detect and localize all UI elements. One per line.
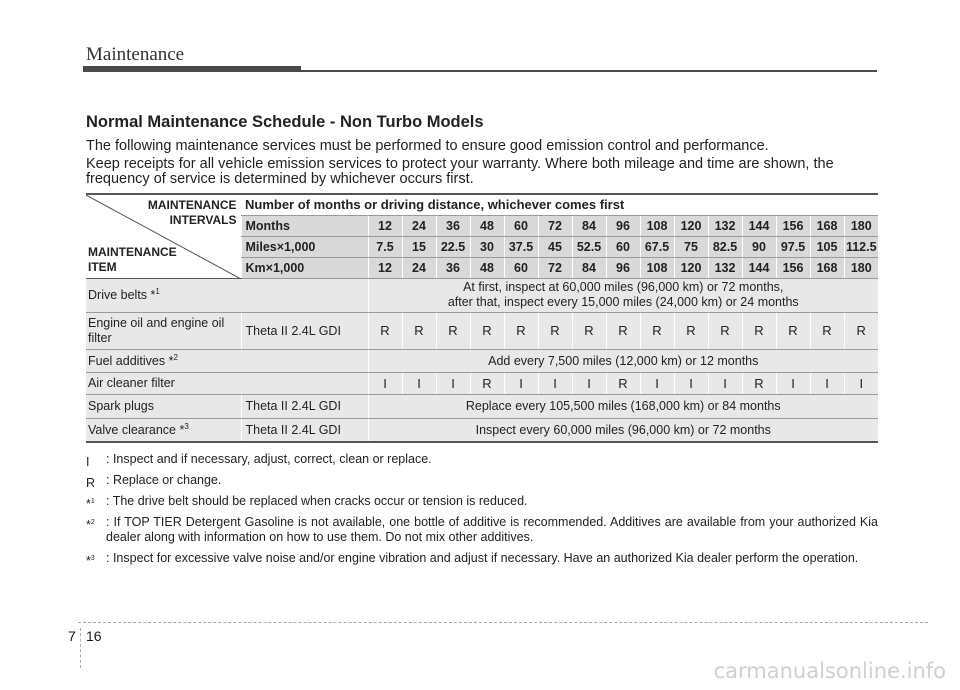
schedule-value-cell: 67.5 xyxy=(640,236,674,257)
schedule-value-cell: 52.5 xyxy=(572,236,606,257)
schedule-value-cell: 132 xyxy=(708,257,742,278)
schedule-value-cell: 96 xyxy=(606,257,640,278)
schedule-value-cell: R xyxy=(572,312,606,349)
schedule-value-cell: 12 xyxy=(368,257,402,278)
legend-notes xyxy=(86,452,878,572)
schedule-value-cell: R xyxy=(742,372,776,394)
corner-item-label xyxy=(88,245,177,275)
corner-item-line-1: MAINTENANCE xyxy=(88,244,177,259)
corner-intervals-line-1: MAINTENANCE xyxy=(147,198,237,212)
corner-intervals-label xyxy=(148,198,237,228)
table-row-fuel-additives xyxy=(86,349,878,372)
table-row-spark-plugs xyxy=(86,394,878,418)
item-name: Valve clearance *$^3$ xyxy=(86,418,241,442)
schedule-value-cell: 120 xyxy=(674,257,708,278)
schedule-value-cell: 120 xyxy=(674,215,708,236)
note-key: R xyxy=(86,476,96,491)
table-corner-cell xyxy=(86,194,241,278)
schedule-value-cell: R xyxy=(504,312,538,349)
schedule-value-cell: 84 xyxy=(572,257,606,278)
schedule-value-cell: 72 xyxy=(538,257,572,278)
item-schedule-text: Add every 7,500 miles (12,000 km) or 12 months xyxy=(368,349,878,372)
schedule-value-cell: R xyxy=(402,312,436,349)
schedule-value-cell: I xyxy=(708,372,742,394)
item-schedule-text xyxy=(368,278,878,312)
schedule-value-cell: 180 xyxy=(844,257,878,278)
schedule-value-cell: 144 xyxy=(742,215,776,236)
maintenance-schedule-table xyxy=(86,193,878,443)
engine-oil-name-line-1: Engine oil and engine oil xyxy=(88,315,225,330)
interval-label: Months xyxy=(241,215,368,236)
note-key: *$^1$ xyxy=(86,497,95,512)
note-text: : Inspect and if necessary, adjust, correct, clean or replace. xyxy=(106,452,432,466)
schedule-value-cell: 30 xyxy=(470,236,504,257)
schedule-value-cell: 112.5 xyxy=(844,236,878,257)
schedule-value-cell: 144 xyxy=(742,257,776,278)
schedule-value-cell: 7.5 xyxy=(368,236,402,257)
item-name: Air cleaner filter xyxy=(86,372,368,394)
header-title: Maintenance xyxy=(86,44,185,65)
schedule-value-cell: 12 xyxy=(368,215,402,236)
footer-vertical-divider xyxy=(80,628,81,668)
note-text: : If TOP TIER Detergent Gasoline is not available, one bottle of additive is recommended. Additives are available from your authorized Kia dealer along with information on how to use them. Do not mix other additives. xyxy=(106,515,878,544)
engine-type: Theta II 2.4L GDI xyxy=(241,394,368,418)
schedule-value-cell: R xyxy=(776,312,810,349)
schedule-value-cell: I xyxy=(844,372,878,394)
schedule-value-cell: 48 xyxy=(470,257,504,278)
page-number: 16 xyxy=(86,628,102,644)
drive-belts-line-1: At first, inspect at 60,000 miles (96,000 km) or 72 months, xyxy=(463,280,784,294)
schedule-value-cell: I xyxy=(368,372,402,394)
schedule-value-cell: 48 xyxy=(470,215,504,236)
schedule-value-cell: 60 xyxy=(504,215,538,236)
schedule-value-cell: 168 xyxy=(810,257,844,278)
item-schedule-text: Inspect every 60,000 miles (96,000 km) or 72 months xyxy=(368,418,878,442)
chapter-number: 7 xyxy=(68,628,76,644)
schedule-value-cell: 132 xyxy=(708,215,742,236)
schedule-value-cell: 37.5 xyxy=(504,236,538,257)
schedule-value-cell: R xyxy=(470,312,504,349)
note-item xyxy=(86,494,878,512)
schedule-value-cell: 15 xyxy=(402,236,436,257)
table-row-drive-belts xyxy=(86,278,878,312)
schedule-value-cell: 96 xyxy=(606,215,640,236)
schedule-value-cell: R xyxy=(674,312,708,349)
schedule-value-cell: 97.5 xyxy=(776,236,810,257)
schedule-value-cell: I xyxy=(810,372,844,394)
schedule-value-cell: 72 xyxy=(538,215,572,236)
schedule-value-cell: 108 xyxy=(640,215,674,236)
header-rule xyxy=(301,70,877,72)
interval-label: Km×1,000 xyxy=(241,257,368,278)
schedule-value-cell: R xyxy=(436,312,470,349)
schedule-value-cell: I xyxy=(674,372,708,394)
note-key: *$^3$ xyxy=(86,554,95,569)
item-schedule-text: Replace every 105,500 miles (168,000 km) or 84 months xyxy=(368,394,878,418)
schedule-value-cell: I xyxy=(572,372,606,394)
footer-divider xyxy=(78,622,928,623)
engine-type: Theta II 2.4L GDI xyxy=(241,418,368,442)
schedule-value-cell: 24 xyxy=(402,215,436,236)
item-name xyxy=(86,312,241,349)
schedule-value-cell: I xyxy=(402,372,436,394)
schedule-value-cell: 24 xyxy=(402,257,436,278)
engine-type: Theta II 2.4L GDI xyxy=(241,312,368,349)
schedule-value-cell: R xyxy=(606,312,640,349)
watermark: carmanualsonline.info xyxy=(713,659,946,683)
note-item xyxy=(86,551,878,569)
schedule-value-cell: 105 xyxy=(810,236,844,257)
note-text: : The drive belt should be replaced when cracks occur or tension is reduced. xyxy=(106,494,528,508)
drive-belts-line-2: after that, inspect every 15,000 miles (24,000 km) or 24 months xyxy=(447,295,799,309)
schedule-value-cell: I xyxy=(538,372,572,394)
note-key: *$^2$ xyxy=(86,518,95,533)
item-name: Fuel additives *$^2$ xyxy=(86,349,368,372)
section-title: Normal Maintenance Schedule - Non Turbo Models xyxy=(86,113,484,131)
schedule-value-cell: I xyxy=(504,372,538,394)
schedule-value-cell: 84 xyxy=(572,215,606,236)
schedule-value-cell: I xyxy=(776,372,810,394)
schedule-value-cell: 22.5 xyxy=(436,236,470,257)
schedule-value-cell: 180 xyxy=(844,215,878,236)
schedule-value-cell: 60 xyxy=(606,236,640,257)
note-text: : Inspect for excessive valve noise and/or engine vibration and adjust if necessary. Have an authorized Kia dealer perform the operation. xyxy=(106,551,859,565)
schedule-value-cell: 108 xyxy=(640,257,674,278)
header-bar xyxy=(83,66,301,72)
note-item xyxy=(86,515,878,545)
schedule-value-cell: R xyxy=(368,312,402,349)
interval-label: Miles×1,000 xyxy=(241,236,368,257)
schedule-value-cell: 90 xyxy=(742,236,776,257)
table-row-engine-oil xyxy=(86,312,878,349)
schedule-value-cell: R xyxy=(708,312,742,349)
schedule-value-cell: 168 xyxy=(810,215,844,236)
schedule-value-cell: R xyxy=(538,312,572,349)
schedule-value-cell: R xyxy=(844,312,878,349)
intro-paragraph-2: Keep receipts for all vehicle emission services to protect your warranty. Where both mileage and time are shown, the frequency of service is determined by whichever occurs first. xyxy=(86,156,834,187)
table-row-valve-clearance xyxy=(86,418,878,442)
schedule-value-cell: 156 xyxy=(776,257,810,278)
schedule-value-cell: I xyxy=(640,372,674,394)
intro-paragraph-1: The following maintenance services must be performed to ensure good emission control and performance. xyxy=(86,138,769,154)
corner-item-line-2: ITEM xyxy=(88,259,117,274)
schedule-value-cell: 36 xyxy=(436,257,470,278)
schedule-value-cell: 45 xyxy=(538,236,572,257)
note-item xyxy=(86,452,878,470)
schedule-value-cell: R xyxy=(470,372,504,394)
note-key: I xyxy=(86,455,90,470)
schedule-value-cell: R xyxy=(606,372,640,394)
schedule-value-cell: 60 xyxy=(504,257,538,278)
schedule-value-cell: 75 xyxy=(674,236,708,257)
engine-oil-name-line-2: filter xyxy=(88,330,112,345)
item-name: Drive belts *$^1$ xyxy=(86,278,368,312)
note-text: : Replace or change. xyxy=(106,473,222,487)
schedule-value-cell: R xyxy=(810,312,844,349)
schedule-value-cell: I xyxy=(436,372,470,394)
schedule-value-cell: 36 xyxy=(436,215,470,236)
table-header-title: Number of months or driving distance, whichever comes first xyxy=(241,194,878,215)
schedule-value-cell: 82.5 xyxy=(708,236,742,257)
corner-intervals-line-2: INTERVALS xyxy=(169,213,237,227)
schedule-value-cell: 156 xyxy=(776,215,810,236)
item-name: Spark plugs xyxy=(86,394,241,418)
schedule-value-cell: R xyxy=(742,312,776,349)
schedule-value-cell: R xyxy=(640,312,674,349)
note-item xyxy=(86,473,878,491)
table-row-air-cleaner xyxy=(86,372,878,394)
